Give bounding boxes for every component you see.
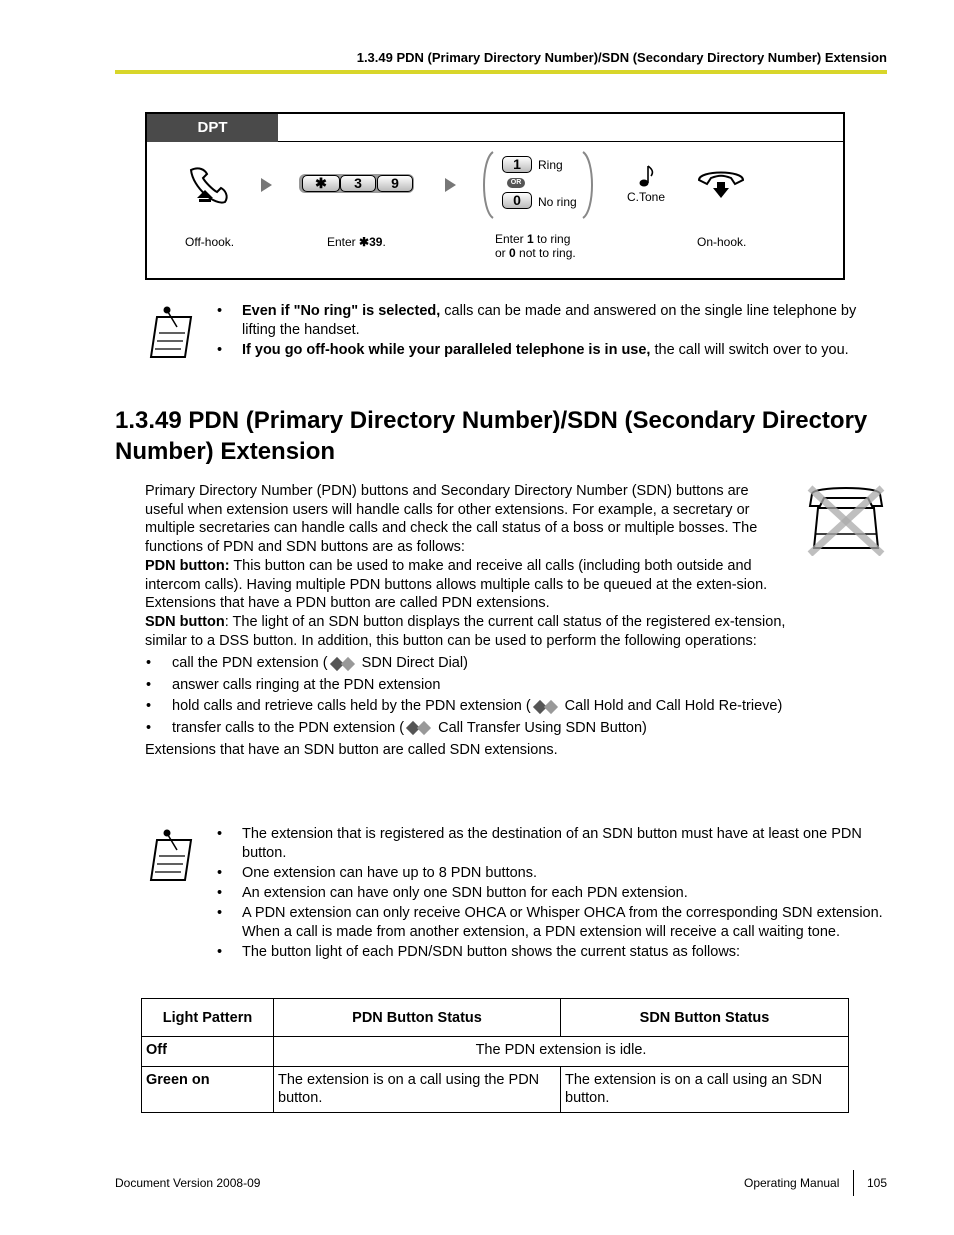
footer-manual: Operating Manual bbox=[744, 1176, 840, 1190]
key-1: 1 bbox=[502, 156, 532, 173]
or-badge: OR bbox=[507, 178, 525, 188]
footer-separator bbox=[853, 1170, 854, 1196]
op-ref-link[interactable]: Call Hold and Call Hold Re-trieve) bbox=[560, 698, 783, 715]
key-9: 9 bbox=[377, 175, 413, 192]
note2-item: • An extension can have only one SDN button for each PDN extension. bbox=[214, 884, 884, 903]
running-header: 1.3.49 PDN (Primary Directory Number)/SDN (Secondary Directory Number) Extension bbox=[356, 50, 887, 65]
key-star: ✱ bbox=[302, 175, 340, 192]
note1-item bbox=[214, 341, 884, 360]
list-item bbox=[145, 675, 790, 697]
table-cell: The PDN extension is idle. bbox=[274, 1037, 849, 1067]
note-list-2 bbox=[214, 825, 884, 963]
sdn-label: SDN button bbox=[145, 613, 225, 630]
note-memo-icon bbox=[147, 828, 195, 884]
op-ref-link[interactable]: SDN Direct Dial) bbox=[357, 655, 468, 672]
sdn-text: : The light of an SDN button displays the current call status of the registered ex-tension, similar to a DSS button. In addition, this button can be used to perform the following operations: bbox=[145, 613, 786, 649]
table-cell: The extension is on a call using the PDN button. bbox=[274, 1067, 561, 1113]
column-header: PDN Button Status bbox=[274, 999, 561, 1037]
op-text: call the PDN extension ( bbox=[172, 655, 328, 672]
enter-code: 39 bbox=[369, 235, 383, 249]
list-item bbox=[145, 653, 790, 675]
note1-item-text: calls can be made and answered on the single line telephone by lifting the handset. bbox=[242, 303, 857, 338]
table-cell: The extension is on a call using an SDN button. bbox=[561, 1067, 849, 1113]
enter-suffix: . bbox=[382, 235, 386, 249]
column-header: Light Pattern bbox=[142, 999, 274, 1037]
cross-reference-icon bbox=[328, 657, 358, 671]
note-memo-icon bbox=[147, 305, 195, 361]
note2-item: • A PDN extension can only receive OHCA or Whisper OHCA from the corresponding SDN extension. When a call is made from another extension, a PDN extension will receive a call waiting tone. bbox=[214, 904, 884, 942]
sdn-paragraph bbox=[145, 613, 790, 650]
note-list-1 bbox=[214, 302, 884, 361]
op-text: answer calls ringing at the PDN extension bbox=[172, 676, 441, 693]
note1-item bbox=[214, 302, 884, 340]
table-header-row bbox=[142, 999, 849, 1037]
pdn-paragraph bbox=[145, 557, 790, 613]
enter-code-label bbox=[327, 235, 386, 249]
cross-reference-icon bbox=[404, 721, 434, 735]
music-note-icon bbox=[639, 164, 655, 188]
section-body bbox=[145, 482, 790, 760]
key-0: 0 bbox=[502, 192, 532, 209]
table-row bbox=[142, 1067, 849, 1113]
note1-item-bold: If you go off-hook while your paralleled telephone is in use, bbox=[242, 342, 651, 358]
enter-prefix: Enter bbox=[327, 235, 356, 249]
table-cell: Green on bbox=[142, 1067, 274, 1113]
op-text: transfer calls to the PDN extension ( bbox=[172, 719, 405, 736]
no-ring-label: No ring bbox=[538, 195, 577, 209]
list-item bbox=[145, 696, 790, 718]
choice-line2-b: 0 bbox=[509, 246, 516, 260]
onhook-label: On-hook. bbox=[697, 235, 747, 249]
table-cell: Off bbox=[142, 1037, 274, 1067]
slt-not-available-icon bbox=[804, 484, 888, 556]
offhook-label: Off-hook. bbox=[185, 235, 235, 249]
onhook-phone-icon bbox=[695, 166, 747, 204]
star-symbol-icon: ✱ bbox=[359, 235, 370, 249]
note2-item: • One extension can have up to 8 PDN buttons. bbox=[214, 864, 884, 883]
section-title: 1.3.49 PDN (Primary Directory Number)/SDN (Secondary Directory Number) Extension bbox=[115, 407, 868, 465]
pdn-text: This button can be used to make and receive all calls (including both outside and intercom calls). Having multiple PDN buttons allows multiple calls to be queued at the exten-sion. Extensions that have a PDN button are called PDN extensions. bbox=[145, 557, 768, 612]
procedure-box bbox=[145, 112, 845, 280]
ring-label: Ring bbox=[538, 158, 563, 172]
header-rule bbox=[115, 70, 887, 74]
list-item bbox=[145, 718, 790, 740]
step-arrow-1 bbox=[261, 178, 272, 192]
choice-line1-c: to ring bbox=[533, 232, 571, 246]
choice-line1-a: Enter bbox=[495, 232, 528, 246]
note1-item-text: the call will switch over to you. bbox=[650, 342, 849, 358]
dpt-tab: DPT bbox=[147, 114, 278, 142]
intro-paragraph: Primary Directory Number (PDN) buttons and Secondary Directory Number (SDN) buttons are useful when extension users will handle calls for other extensions. For example, a secretary or multiple secretaries can handle calls and check the call status of a boss or multiple bosses. The functions of PDN and SDN buttons are as follows: bbox=[145, 483, 758, 556]
column-header: SDN Button Status bbox=[561, 999, 849, 1037]
ctone-label: C.Tone bbox=[627, 190, 666, 204]
offhook-phone-icon bbox=[185, 164, 235, 208]
key-3: 3 bbox=[340, 175, 376, 192]
choice-line1-b: 1 bbox=[527, 232, 534, 246]
cross-reference-icon bbox=[531, 700, 561, 714]
op-ref-link[interactable]: Call Transfer Using SDN Button) bbox=[434, 719, 647, 736]
operations-list bbox=[145, 653, 790, 739]
choice-label bbox=[495, 232, 576, 260]
op-text: hold calls and retrieve calls held by the PDN extension ( bbox=[172, 698, 531, 715]
pdn-label: PDN button: bbox=[145, 557, 230, 574]
choice-line2-a: or bbox=[495, 246, 510, 260]
note2-item: • The button light of each PDN/SDN button shows the current status as follows: bbox=[214, 943, 884, 962]
closing-paragraph: Extensions that have an SDN button are called SDN extensions. bbox=[145, 742, 558, 759]
dpt-divider bbox=[278, 141, 845, 142]
step-arrow-2 bbox=[445, 178, 456, 192]
note1-item-bold: Even if "No ring" is selected, bbox=[242, 303, 441, 319]
footer-version: Document Version 2008-09 bbox=[115, 1176, 261, 1190]
note2-item: • The extension that is registered as the destination of an SDN button must have at least one PDN button. bbox=[214, 825, 884, 863]
page-number: 105 bbox=[867, 1176, 888, 1190]
choice-line2-c: not to ring. bbox=[515, 246, 576, 260]
table-row bbox=[142, 1037, 849, 1067]
button-status-table bbox=[141, 998, 849, 1113]
